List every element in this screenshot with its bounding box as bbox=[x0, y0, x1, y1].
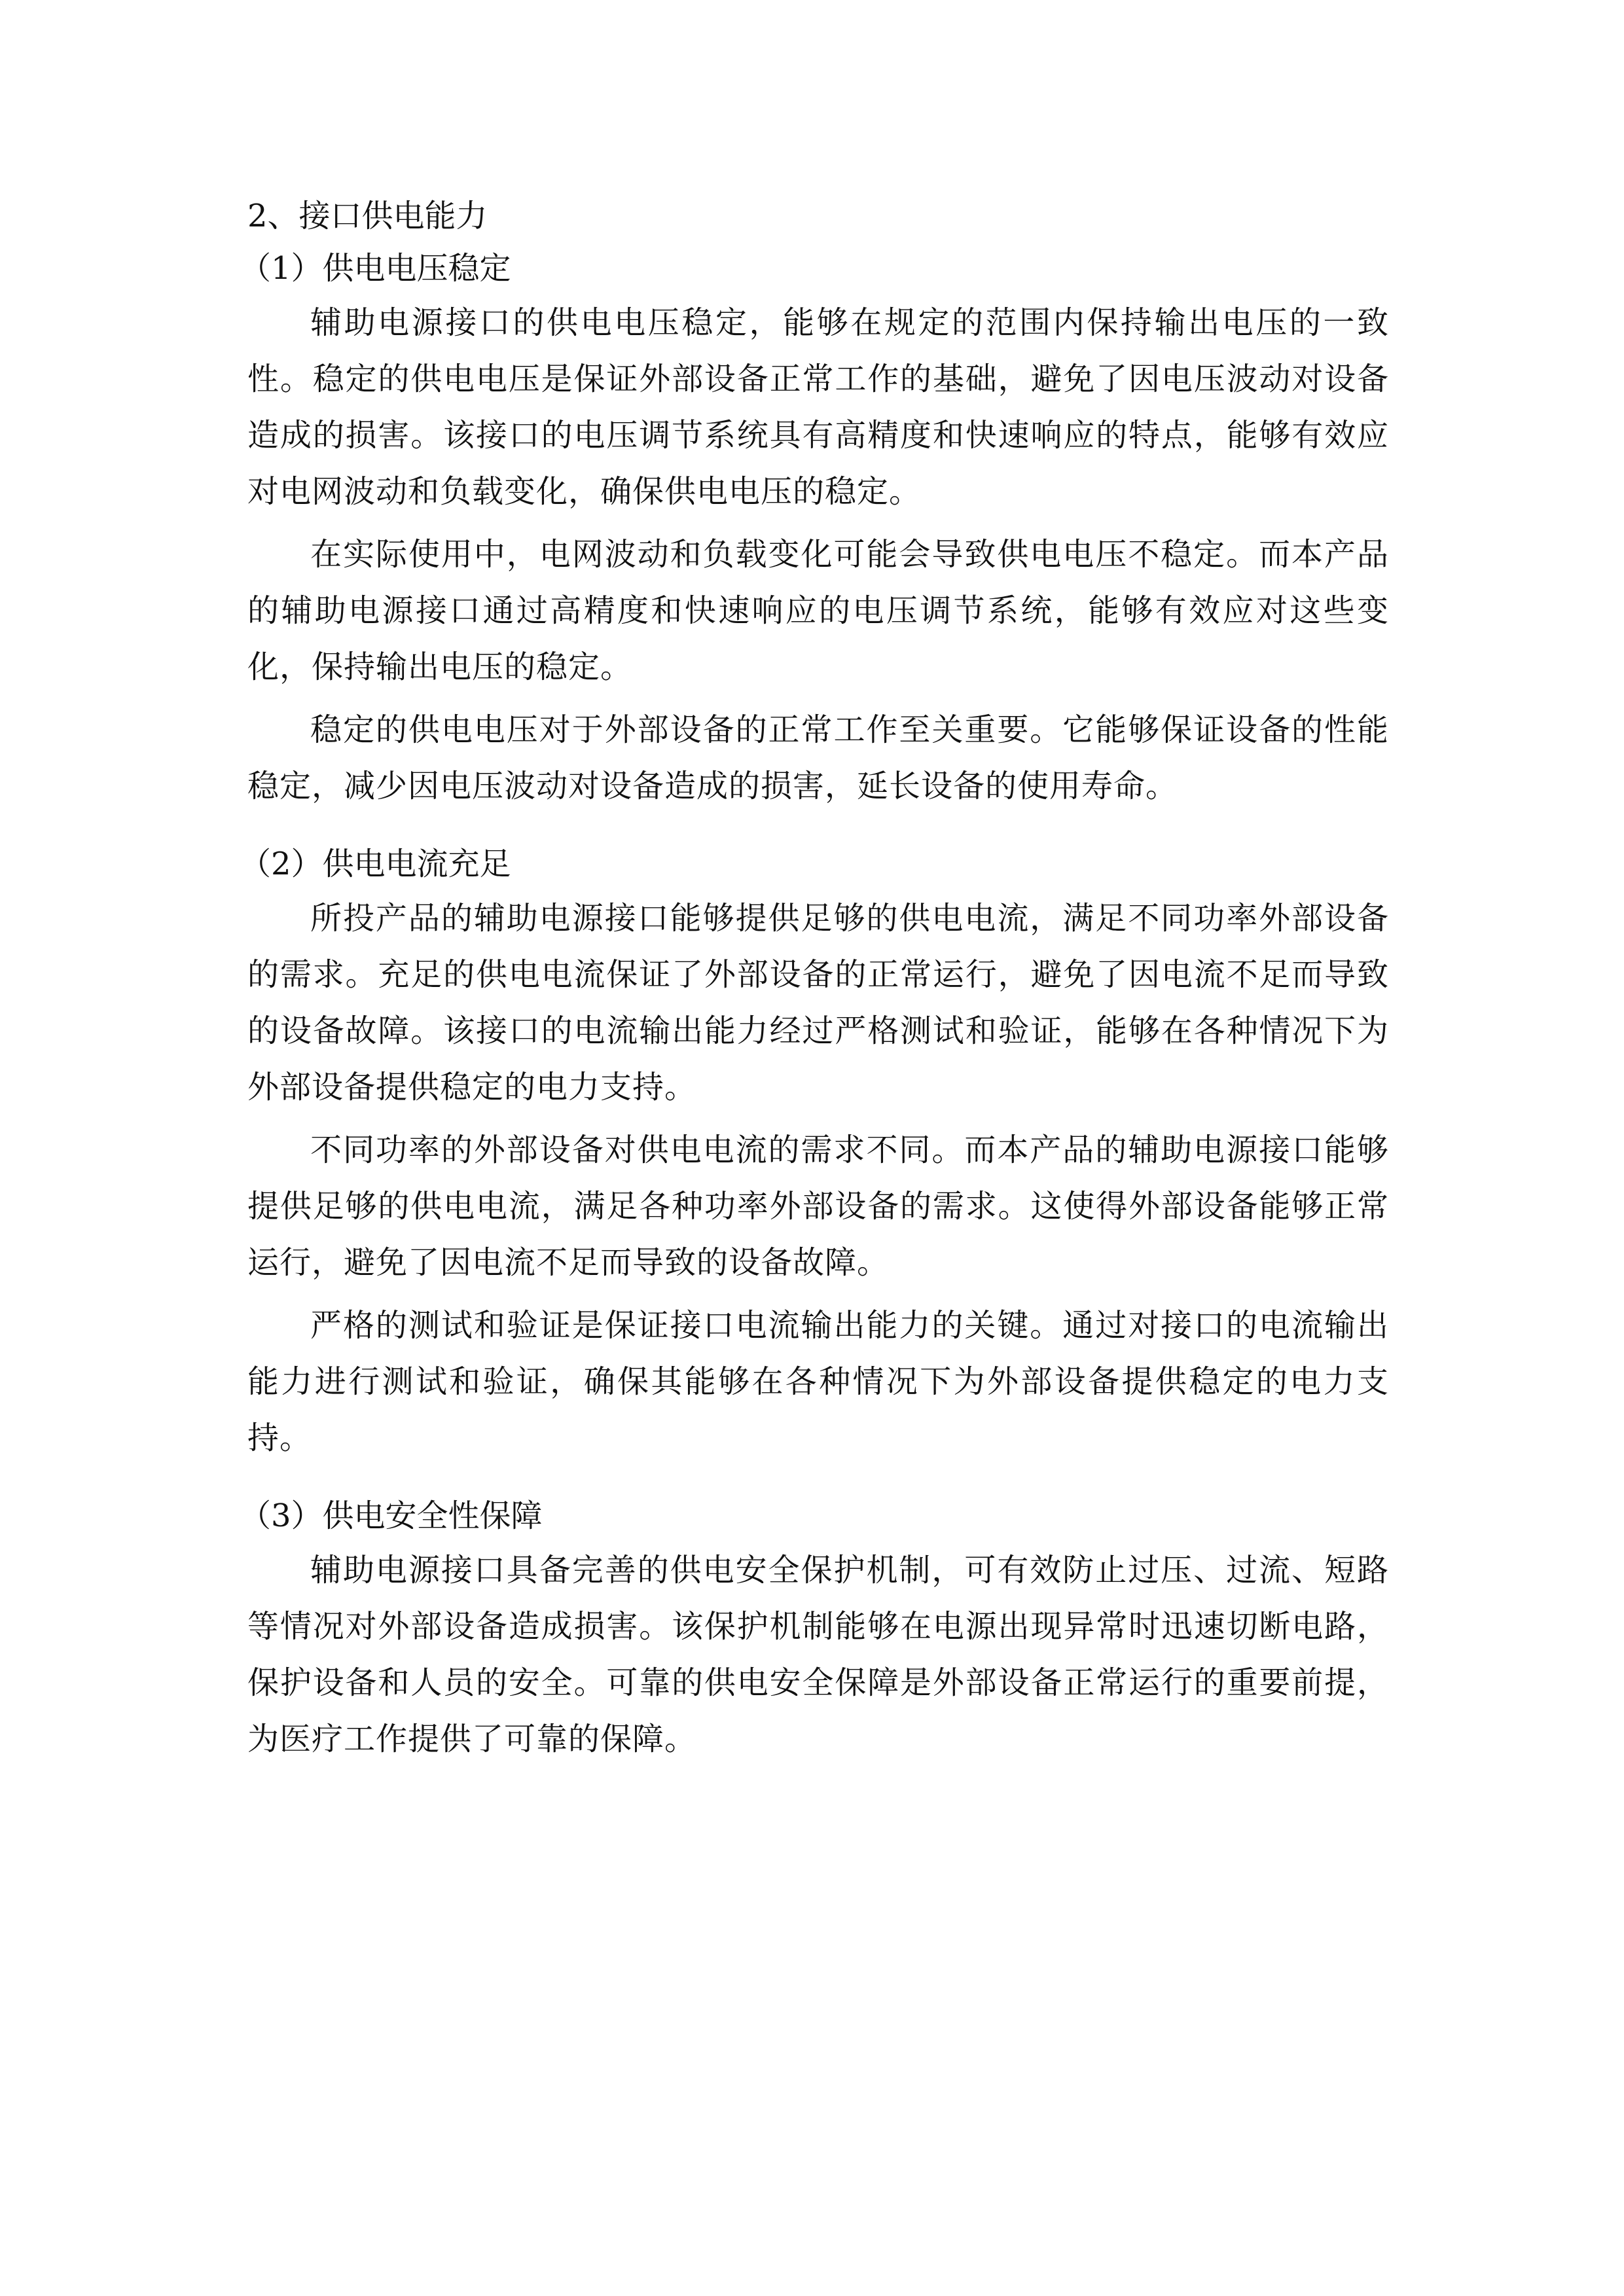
paragraph-2-1: 所投产品的辅助电源接口能够提供足够的供电电流，满足不同功率外部设备的需求。充足的供电电流保证了外部设备的正常运行，避免了因电流不足而导致的设备故障。该接口的电流输出能力经过严格测试和验证，能够在各种情况下为外部设备提供稳定的电力支持。 bbox=[247, 900, 1389, 1105]
paragraph-1-3: 稳定的供电电压对于外部设备的正常工作至关重要。它能够保证设备的性能稳定，减少因电压波动对设备造成的损害，延长设备的使用寿命。 bbox=[247, 711, 1389, 804]
subsection-heading-1: （1）供电电压稳定 bbox=[240, 250, 511, 287]
paragraph-2-2: 不同功率的外部设备对供电电流的需求不同。而本产品的辅助电源接口能够提供足够的供电电流，满足各种功率外部设备的需求。这使得外部设备能够正常运行，避免了因电流不足而导致的设备故障。 bbox=[247, 1132, 1389, 1281]
paragraph-2-3: 严格的测试和验证是保证接口电流输出能力的关键。通过对接口的电流输出能力进行测试和验证，确保其能够在各种情况下为外部设备提供稳定的电力支持。 bbox=[247, 1307, 1389, 1456]
subsection-heading-2: （2）供电电流充足 bbox=[240, 846, 511, 882]
document-body bbox=[240, 190, 1389, 1767]
section-title: 2、接口供电能力 bbox=[247, 198, 488, 234]
paragraph-1-2: 在实际使用中，电网波动和负载变化可能会导致供电电压不稳定。而本产品的辅助电源接口通过高精度和快速响应的电压调节系统，能够有效应对这些变化，保持输出电压的稳定。 bbox=[247, 536, 1389, 685]
paragraph-3-1: 辅助电源接口具备完善的供电安全保护机制，可有效防止过压、过流、短路等情况对外部设备造成损害。该保护机制能够在电源出现异常时迅速切断电路，保护设备和人员的安全。可靠的供电安全保障是外部设备正常运行的重要前提，为医疗工作提供了可靠的保障。 bbox=[247, 1552, 1389, 1757]
subsection-heading-3: （3）供电安全性保障 bbox=[240, 1498, 543, 1534]
paragraph-1-1: 辅助电源接口的供电电压稳定，能够在规定的范围内保持输出电压的一致性。稳定的供电电压是保证外部设备正常工作的基础，避免了因电压波动对设备造成的损害。该接口的电压调节系统具有高精度和快速响应的特点，能够有效应对电网波动和负载变化，确保供电电压的稳定。 bbox=[247, 304, 1389, 510]
